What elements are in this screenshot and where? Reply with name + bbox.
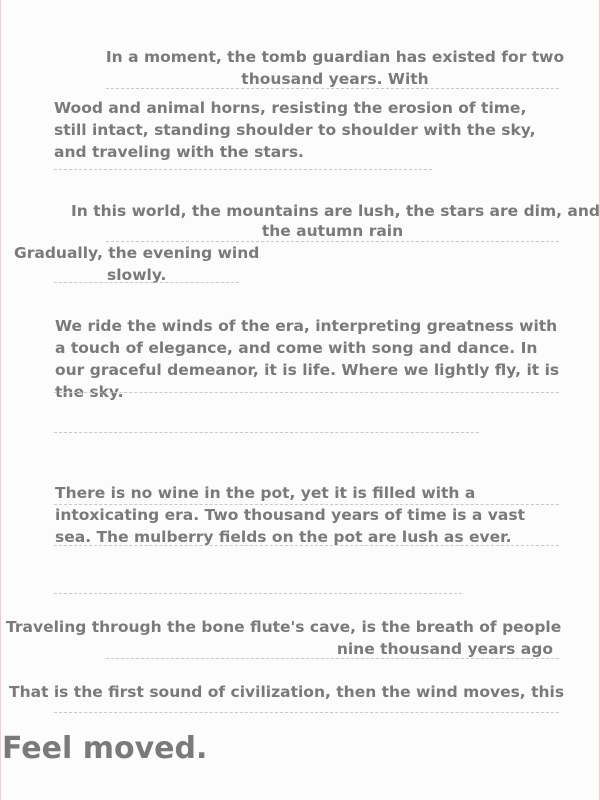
paragraph-2-line-3: and traveling with the stars. — [54, 143, 304, 161]
divider-line — [106, 658, 559, 659]
divider-line — [106, 88, 559, 89]
paragraph-5-line-3: our graceful demeanor, it is life. Where we lightly fly, it is — [55, 361, 560, 379]
paragraph-4-line-1: Gradually, the evening wind — [14, 244, 260, 262]
paragraph-6-line-3: sea. The mulberry fields on the pot are lush as ever. — [55, 528, 512, 546]
paragraph-5-line-2: a touch of elegance, and come with song and dance. In — [55, 339, 538, 357]
paragraph-6-line-2: intoxicating era. Two thousand years of time is a vast — [55, 506, 525, 524]
paragraph-6-line-1: There is no wine in the pot, yet it is filled with a — [55, 484, 476, 502]
divider-line — [54, 169, 432, 170]
paragraph-1-line-2: thousand years. With — [241, 70, 429, 88]
divider-line — [54, 504, 559, 505]
paragraph-7-line-2: nine thousand years ago — [336, 640, 553, 658]
paragraph-1-line-1: In a moment, the tomb guardian has existed for two — [105, 48, 565, 66]
paragraph-8-line-1: That is the first sound of civilization, then the wind moves, this — [9, 683, 565, 701]
divider-line — [54, 593, 462, 594]
paragraph-2-line-1: Wood and animal horns, resisting the erosion of time, — [54, 99, 527, 117]
divider-line — [54, 545, 559, 546]
paragraph-3-line-1: In this world, the mountains are lush, the stars are dim, and — [71, 202, 600, 220]
paragraph-4-line-2: slowly. — [107, 266, 167, 284]
paragraph-3-line-2: the autumn rain — [261, 222, 404, 240]
divider-line — [54, 282, 239, 283]
divider-line — [54, 392, 559, 393]
paragraph-7-line-1: Traveling through the bone flute's cave, is the breath of people — [6, 618, 562, 636]
paragraph-2-line-2: still intact, standing shoulder to shoulder with the sky, — [54, 121, 536, 139]
paragraph-5-line-1: We ride the winds of the era, interpreting greatness with — [55, 317, 558, 335]
divider-line — [54, 432, 479, 433]
closing-heading: Feel moved. — [2, 731, 208, 766]
divider-line — [54, 712, 559, 713]
paragraph-5-line-4: the sky. — [55, 383, 124, 401]
